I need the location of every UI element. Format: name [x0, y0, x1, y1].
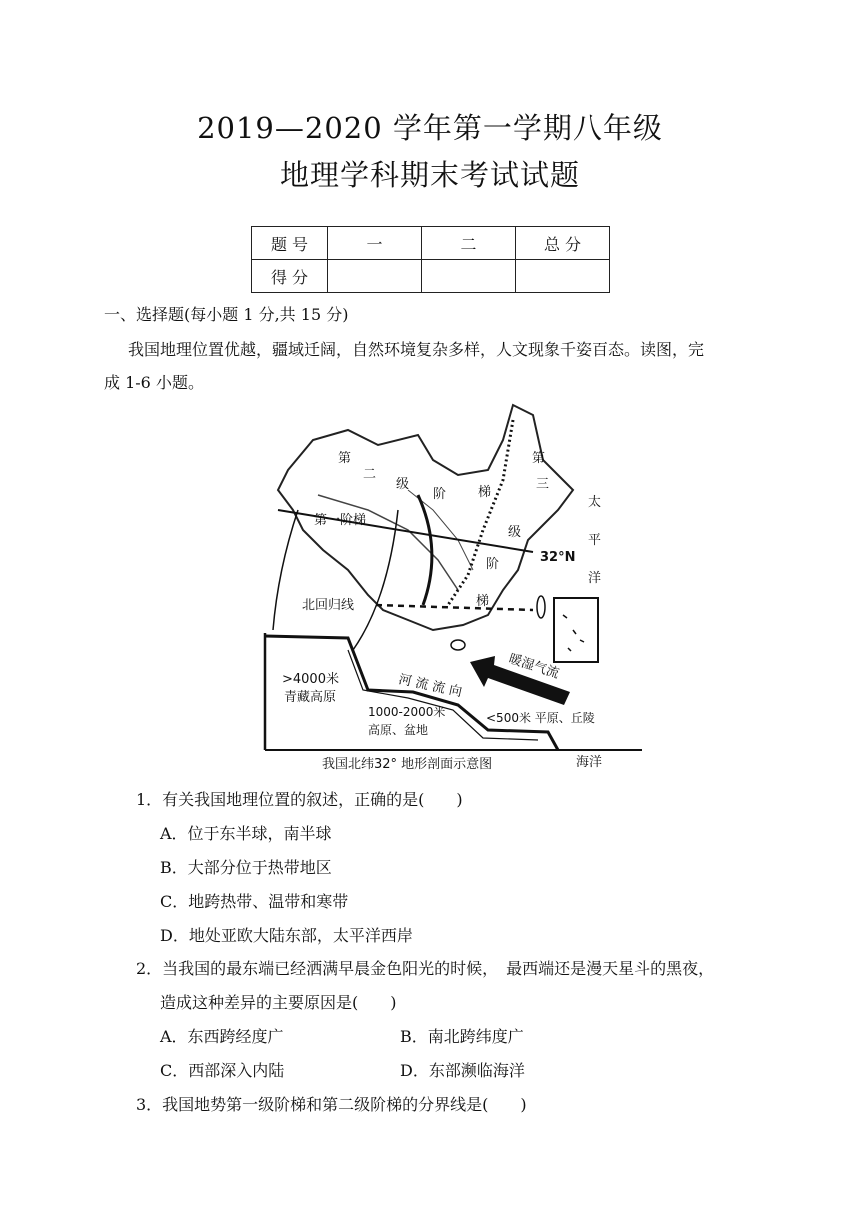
question-2-option[interactable]: A．东西跨经度广	[160, 1027, 284, 1046]
score-table	[251, 226, 610, 293]
profile-label: 青藏高原	[284, 690, 337, 705]
score-input-cell[interactable]	[328, 260, 422, 293]
profile-label: 暖湿气流	[506, 651, 561, 682]
tropic-line	[376, 605, 533, 610]
step-boundary-2	[448, 420, 513, 605]
score-cell: 总 分	[516, 227, 610, 260]
map-label: 级	[396, 477, 410, 492]
score-cell: 题 号	[252, 227, 328, 260]
question-2-stem: 造成这种差异的主要原因是( )	[160, 993, 397, 1012]
map-label: 洋	[588, 571, 602, 586]
question-1-option[interactable]: C．地跨热带、温带和寒带	[160, 892, 349, 911]
profile-label: 高原、盆地	[368, 723, 429, 737]
map-label: 二	[363, 467, 377, 482]
map-label: 阶	[486, 557, 500, 572]
figure-caption: 我国北纬32° 地形剖面示意图	[322, 757, 493, 772]
map-label: 平	[588, 533, 602, 548]
question-1-stem: 1．有关我国地理位置的叙述，正确的是( )	[136, 790, 463, 809]
question-2-stem: 2．当我国的最东端已经洒满早晨金色阳光的时候， 最西端还是漫天星斗的黑夜，	[136, 959, 715, 978]
question-1-option[interactable]: D．地处亚欧大陆东部，太平洋西岸	[160, 926, 413, 945]
question-2-option[interactable]: D．东部濒临海洋	[400, 1061, 525, 1080]
map-label: 级	[508, 525, 522, 540]
profile-label: >4000米	[282, 672, 339, 687]
map-label: 梯	[478, 485, 492, 500]
score-input-cell[interactable]	[516, 260, 610, 293]
map-label: 梯	[476, 594, 490, 609]
map-label: 32°N	[540, 550, 576, 565]
question-2-option[interactable]: B．南北跨纬度广	[400, 1027, 524, 1046]
map-label: 太	[588, 495, 602, 510]
score-table-score-row	[252, 260, 610, 293]
question-3-stem: 3．我国地势第一级阶梯和第二级阶梯的分界线是( )	[136, 1095, 527, 1114]
map-label: 阶	[433, 487, 447, 502]
score-table-header-row	[252, 227, 610, 260]
score-cell: 得 分	[252, 260, 328, 293]
south-china-sea-inset	[554, 598, 598, 662]
intro-text: 我国地理位置优越，疆域迁阔，自然环境复杂多样，人文现象千姿百态。读图，完	[128, 340, 705, 359]
profile-label: 海洋	[576, 755, 603, 770]
map-label: 三	[536, 477, 550, 492]
profile-label: 1000-2000米	[368, 705, 446, 719]
profile-label: 河 流 流 向	[397, 672, 464, 701]
terrain-map-figure	[258, 400, 642, 780]
question-1-option[interactable]: A．位于东半球，南半球	[160, 824, 332, 843]
score-input-cell[interactable]	[422, 260, 516, 293]
step-boundary-1	[418, 495, 432, 605]
question-1-option[interactable]: B．大部分位于热带地区	[160, 858, 332, 877]
question-2-option[interactable]: C．西部深入内陆	[160, 1061, 285, 1080]
title-line-2: 地理学科期末考试试题	[279, 158, 580, 192]
map-label: 第一阶梯	[314, 513, 367, 528]
score-cell: 二	[422, 227, 516, 260]
intro-text: 成 1-6 小题。	[104, 373, 204, 392]
map-label: 第	[338, 451, 352, 466]
map-label: 第	[532, 451, 546, 466]
title-line-1: 2019—2020 学年第一学期八年级	[197, 111, 663, 145]
score-cell: 一	[328, 227, 422, 260]
profile-label: <500米 平原、丘陵	[486, 711, 595, 725]
section-heading: 一、选择题(每小题 1 分,共 15 分)	[104, 305, 349, 324]
map-label: 北回归线	[302, 598, 355, 613]
